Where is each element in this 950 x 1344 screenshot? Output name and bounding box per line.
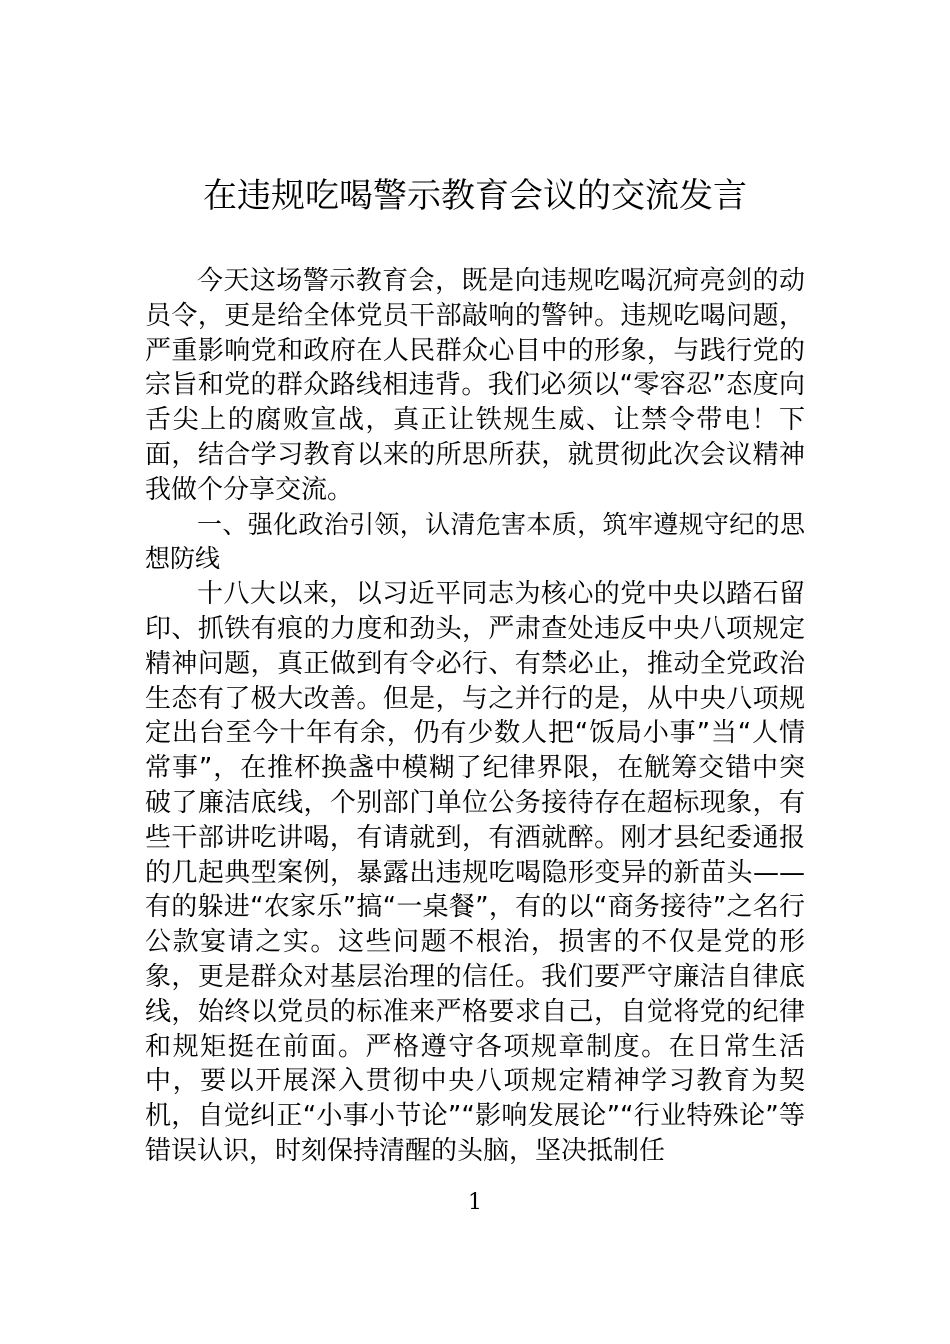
paragraph-section-1: 十八大以来，以习近平同志为核心的党中央以踏石留印、抓铁有痕的力度和劲头，严肃查处违反中央八项规定精神问题，真正做到有令必行、有禁必止，推动全党政治生态有了极大改善。但是，与之并行的是，从中央八项规定出台至今十年有余，仍有少数人把“饭局小事”当“人情常事”，在推杯换盏中模糊了纪律界限，在觥筹交错中突破了廉洁底线，个别部门单位公务接待存在超标现象，有些干部讲吃讲喝，有请就到，有酒就醉。刚才县纪委通报的几起典型案例，暴露出违规吃喝隐形变异的新苗头——有的躲进“农家乐”搞“一桌餐”，有的以“商务接待”之名行公款宴请之实。这些问题不根治，损害的不仅是党的形象，更是群众对基层治理的信任。我们要严守廉洁自律底线，始终以党员的标准来严格要求自己，自觉将党的纪律和规矩挺在前面。严格遵守各项规章制度。在日常生活中，要以开展深入贯彻中央八项规定精神学习教育为契机，自觉纠正“小事小节论”“影响发展论”“行业特殊论”等错误认识，时刻保持清醒的头脑，坚决抵制任 bbox=[145, 579, 805, 1166]
document-title: 在违规吃喝警示教育会议的交流发言 bbox=[203, 176, 747, 216]
page-number: 1 bbox=[468, 1190, 482, 1215]
document-body bbox=[145, 264, 805, 1169]
section-heading-1: 一、强化政治引领，认清危害本质，筑牢遵规守纪的思想防线 bbox=[145, 509, 805, 574]
paragraph-intro: 今天这场警示教育会，既是向违规吃喝沉疴亮剑的动员令，更是给全体党员干部敲响的警钟。违规吃喝问题，严重影响党和政府在人民群众心目中的形象，与践行党的宗旨和党的群众路线相违背。我们必须以“零容忍”态度向舌尖上的腐败宣战，真正让铁规生威、让禁令带电！下面，结合学习教育以来的所思所获，就贯彻此次会议精神我做个分享交流。 bbox=[145, 266, 805, 505]
